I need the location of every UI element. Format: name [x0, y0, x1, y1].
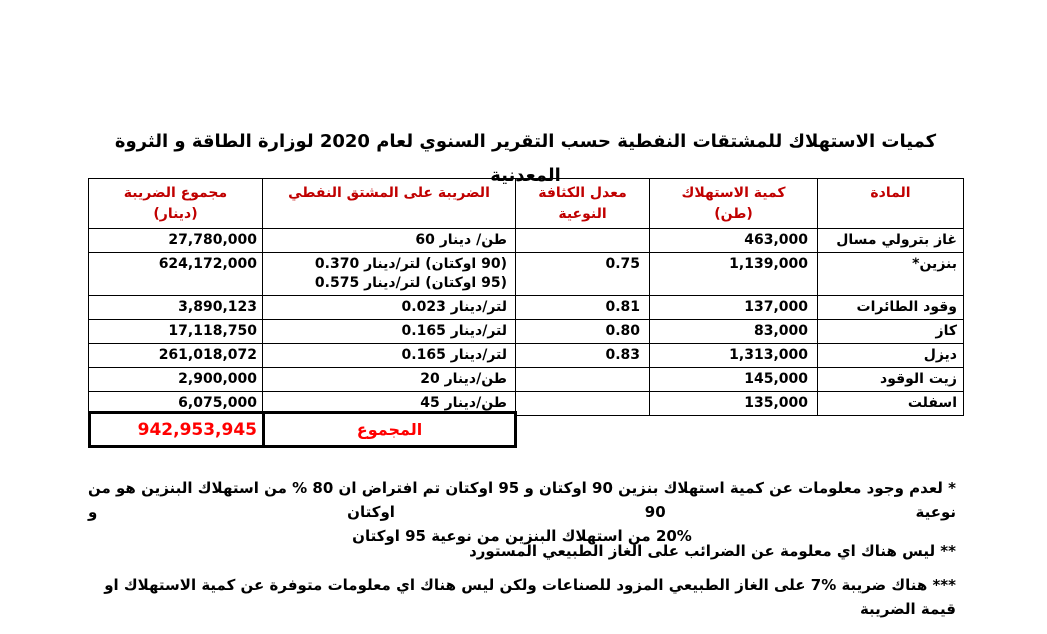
cell-material: اسفلت	[818, 392, 964, 416]
tax-rate-octane-95: 0.575 دينار‎/لتر (95 اوكتان‎)	[314, 275, 507, 291]
grand-total-value: 942,953,945	[137, 419, 257, 440]
table-row-jet-fuel	[89, 296, 964, 320]
cell-quantity: 1,313,000	[650, 344, 818, 368]
grand-total-label: المجموع	[262, 414, 514, 445]
footnote-1-line-2: 20% من استهلاك البنزين من نوعية 95 اوكتان	[352, 527, 692, 545]
cell-quantity: 137,000	[650, 296, 818, 320]
cell-density: 0.81	[516, 296, 650, 320]
cell-tax-rate: 60 دينار‎ /طن	[263, 229, 516, 253]
cell-material: زيت الوقود	[818, 368, 964, 392]
table-row-benzine	[89, 253, 964, 296]
cell-material: ديزل	[818, 344, 964, 368]
footnote-1-line-1: * لعدم وجود معلومات عن كمية استهلاك بنزين 90 اوكتان و 95 اوكتان تم افتراض ان 80 % من استهلاك البنزين هو من نوعية 90 اوكتان و	[88, 479, 957, 521]
header-density	[516, 179, 650, 229]
header-total	[89, 179, 263, 229]
cell-tax-rate: 20 دينار‎/طن	[263, 368, 516, 392]
cell-total-tax: 3,890,123	[89, 296, 263, 320]
cell-density: 0.83	[516, 344, 650, 368]
header-quantity	[650, 179, 818, 229]
cell-quantity: 83,000	[650, 320, 818, 344]
cell-material: وقود الطائرات	[818, 296, 964, 320]
cell-material: بنزين*	[818, 253, 964, 296]
footnote-1	[88, 476, 956, 548]
cell-quantity: 463,000	[650, 229, 818, 253]
header-row	[89, 179, 964, 229]
footnote-3: *** هناك ضريبة %7 على الغاز الطبيعي المزود للصناعات ولكن ليس هناك اي معلومات متوفرة عن كمية الاستهلاك او قيمة الضريبة	[104, 576, 956, 618]
header-quantity-line2: (طن)	[714, 206, 753, 222]
cell-tax-rate: 0.165 دينار‎/لتر	[263, 344, 516, 368]
cell-density	[516, 392, 650, 416]
header-material	[818, 179, 964, 229]
page-title: كميات الاستهلاك للمشتقات النفطية حسب التقرير السنوي لعام 2020 لوزارة الطاقة و الثروة المعدنية	[114, 131, 937, 186]
table-row-diesel	[89, 344, 964, 368]
header-quantity-line1: كمية الاستهلاك	[681, 185, 786, 201]
header-density-line1: معدل الكثافة	[538, 185, 627, 201]
cell-total-tax: 624,172,000	[89, 253, 263, 296]
cell-density: 0.75	[516, 253, 650, 296]
cell-density: 0.80	[516, 320, 650, 344]
cell-tax-rate: 0.023 دينار‎/لتر	[263, 296, 516, 320]
cell-quantity: 135,000	[650, 392, 818, 416]
cell-tax-rate: 0.165 دينار‎/لتر	[263, 320, 516, 344]
cell-quantity: 145,000	[650, 368, 818, 392]
cell-quantity: 1,139,000	[650, 253, 818, 296]
cell-density	[516, 368, 650, 392]
cell-total-tax: 6,075,000	[89, 392, 263, 416]
header-tax-label: الضريبة على المشتق النفطي	[288, 185, 490, 201]
table-row-kerosene	[89, 320, 964, 344]
header-total-line1: مجموع الضريبة	[123, 185, 228, 201]
footnote-2: ** ليس هناك اي معلومة عن الضرائب على الغاز الطبيعي المستورد	[469, 542, 956, 560]
grand-total-row	[88, 411, 517, 448]
cell-total-tax: 261,018,072	[89, 344, 263, 368]
cell-tax-rate	[263, 253, 516, 296]
cell-material: كاز	[818, 320, 964, 344]
header-total-line2: (دينار)	[153, 206, 198, 222]
cell-tax-rate: 45 دينار‎/طن	[263, 392, 516, 416]
table-row-fuel-oil	[89, 368, 964, 392]
header-density-line2: النوعية	[558, 206, 607, 222]
table-row-lpg	[89, 229, 964, 253]
cell-total-tax: 2,900,000	[89, 368, 263, 392]
cell-total-tax: 17,118,750	[89, 320, 263, 344]
header-material-label: المادة	[870, 185, 911, 201]
consumption-table	[88, 178, 964, 416]
cell-material: غاز بترولي مسال	[818, 229, 964, 253]
cell-density	[516, 229, 650, 253]
header-tax	[263, 179, 516, 229]
tax-rate-octane-90: 0.370 دينار‎/لتر (90 اوكتان‎)	[314, 256, 507, 272]
cell-total-tax: 27,780,000	[89, 229, 263, 253]
